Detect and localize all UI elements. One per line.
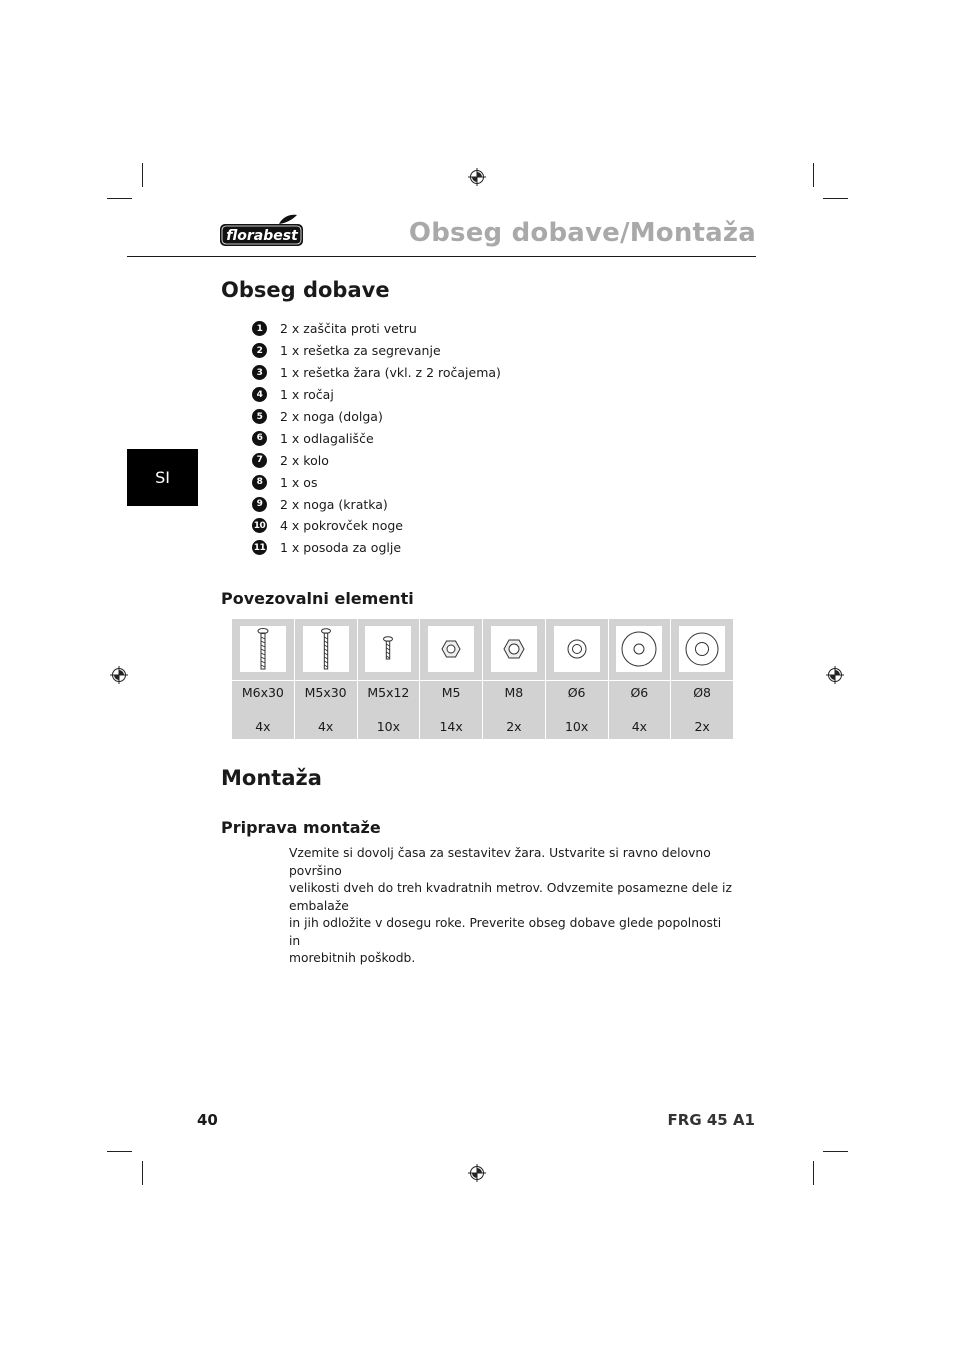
paragraph-line: velikosti dveh do treh kvadratnih metrov. Odvzemite posamezne dele iz embalaže (289, 881, 732, 913)
item-number-badge: 3 (252, 365, 267, 380)
item-text: 1 x posoda za oglje (280, 540, 402, 556)
model-number: FRG 45 A1 (667, 1111, 755, 1129)
small-washer-icon (557, 627, 597, 671)
fastener-size: M5 (441, 685, 461, 700)
svg-text:florabest: florabest (226, 228, 298, 244)
registration-mark-icon (468, 1164, 486, 1182)
fastener-column (609, 619, 672, 739)
fastener-column (671, 619, 733, 739)
fasteners-table (232, 619, 733, 739)
fastener-size: Ø6 (630, 685, 649, 700)
list-item (252, 427, 652, 449)
registration-mark-icon (826, 666, 844, 684)
section-title-scope: Obseg dobave (221, 278, 390, 302)
page-number: 40 (197, 1111, 218, 1129)
fastener-qty: 4x (317, 719, 334, 734)
item-number-badge: 6 (252, 431, 267, 446)
fastener-column (232, 619, 295, 739)
item-text: 2 x zaščita proti vetru (280, 321, 417, 337)
item-number-badge: 7 (252, 453, 267, 468)
parts-list (252, 318, 652, 559)
item-text: 2 x noga (dolga) (280, 409, 383, 424)
paragraph-line: in jih odložite v dosegu roke. Preverite obseg dobave glede popolnosti in (289, 916, 722, 948)
list-item (252, 362, 652, 384)
item-number-badge: 2 (252, 343, 267, 358)
fastener-size: M8 (504, 685, 524, 700)
section-title-assembly: Montaža (221, 766, 322, 790)
paragraph-line: Vzemite si dovolj časa za sestavitev žara. Ustvarite si ravno delovno površino (289, 846, 711, 878)
header-rule (127, 256, 756, 257)
list-item (252, 318, 652, 340)
fastener-size: M6x30 (241, 685, 284, 700)
fastener-qty: 4x (255, 719, 271, 734)
item-text: 1 x ročaj (280, 387, 334, 403)
fastener-size: M5x12 (367, 685, 410, 700)
item-number-badge: 4 (252, 387, 267, 402)
fastener-column (295, 619, 358, 739)
fastener-size: M5x30 (304, 685, 347, 700)
preparation-paragraph (289, 845, 734, 968)
list-item (252, 340, 652, 362)
list-item (252, 471, 652, 493)
crop-mark (107, 198, 132, 199)
crop-mark (813, 163, 814, 187)
fastener-column (358, 619, 421, 739)
list-item (252, 384, 652, 406)
paragraph-line: morebitnih poškodb. (289, 951, 416, 965)
item-text: 2 x kolo (280, 452, 329, 468)
long-screw-icon (306, 627, 346, 671)
hex-nut-icon (494, 627, 534, 671)
short-screw-icon (368, 627, 408, 671)
page-title: Obseg dobave/Montaža (408, 218, 756, 248)
crop-mark (813, 1161, 814, 1185)
crop-mark (142, 1161, 143, 1185)
fastener-qty: 2x (694, 719, 710, 734)
large-washer-icon (619, 627, 659, 671)
item-text: 2 x noga (kratka) (280, 496, 388, 512)
item-text: 1 x odlagališče (280, 430, 374, 446)
language-tab: SI (127, 449, 198, 506)
list-item (252, 515, 652, 537)
item-text: 1 x os (280, 474, 318, 490)
hex-nut-icon (431, 627, 471, 671)
list-item (252, 537, 652, 559)
subsection-title-fasteners: Povezovalni elementi (221, 589, 414, 608)
crop-mark (823, 198, 848, 199)
fastener-column (483, 619, 546, 739)
fastener-qty: 2x (506, 719, 522, 734)
item-number-badge: 8 (252, 475, 267, 490)
item-number-badge: 11 (252, 540, 267, 555)
registration-mark-icon (468, 168, 486, 186)
fastener-qty: 14x (439, 719, 463, 734)
item-text: 4 x pokrovček noge (280, 518, 403, 534)
fastener-qty: 10x (564, 719, 589, 734)
item-number-badge: 5 (252, 409, 267, 424)
item-number-badge: 10 (252, 518, 267, 533)
list-item (252, 449, 652, 471)
registration-mark-icon (110, 666, 128, 684)
crop-mark (823, 1151, 848, 1152)
item-number-badge: 9 (252, 497, 267, 512)
fastener-qty: 4x (631, 719, 648, 734)
subsection-title-preparation: Priprava montaže (221, 818, 381, 837)
crop-mark (142, 163, 143, 187)
crop-mark (107, 1151, 132, 1152)
fastener-column (420, 619, 483, 739)
item-text: 1 x rešetka za segrevanje (280, 343, 441, 359)
fastener-size: Ø6 (567, 685, 586, 700)
long-screw-icon (243, 627, 283, 671)
fastener-size: Ø8 (693, 685, 712, 700)
list-item (252, 493, 652, 515)
florabest-logo (219, 214, 305, 248)
fastener-column (546, 619, 609, 739)
large-washer-icon (682, 627, 722, 671)
item-text: 1 x rešetka žara (vkl. z 2 ročajema) (280, 365, 501, 381)
item-number-badge: 1 (252, 321, 267, 336)
fastener-qty: 10x (376, 719, 401, 734)
list-item (252, 406, 652, 428)
